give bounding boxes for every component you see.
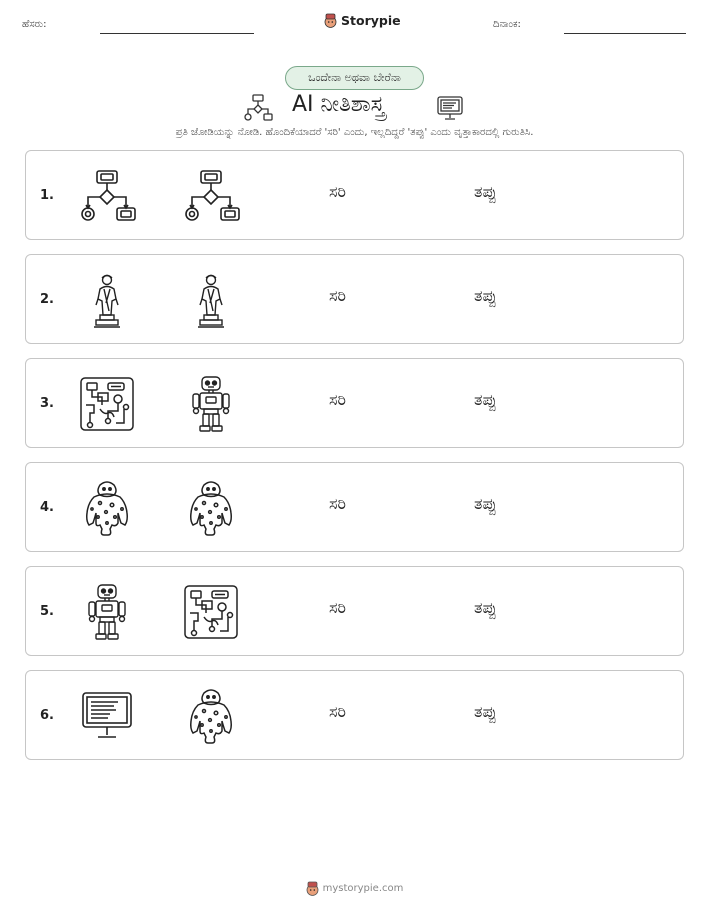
- name-line[interactable]: [100, 33, 254, 34]
- flowchart-icon: [243, 93, 273, 123]
- footer-url[interactable]: mystorypie.com: [322, 883, 404, 894]
- golem-icon: [78, 479, 136, 537]
- question-number: 2.: [40, 292, 54, 307]
- brand-name: Storypie: [341, 13, 401, 28]
- storypie-mascot-icon: [306, 881, 319, 896]
- option-wrong[interactable]: ತಪ್ಪು: [474, 390, 497, 409]
- statue-icon: [182, 271, 240, 329]
- question-row: [25, 670, 684, 760]
- brand-logo: [324, 13, 401, 28]
- robot-icon: [182, 375, 240, 433]
- footer: [0, 881, 709, 896]
- option-wrong[interactable]: ತಪ್ಪು: [474, 494, 497, 513]
- question-row: [25, 566, 684, 656]
- question-number: 3.: [40, 396, 54, 411]
- option-wrong[interactable]: ತಪ್ಪು: [474, 182, 497, 201]
- question-number: 1.: [40, 188, 54, 203]
- page-title: AI ನೀತಿಶಾಸ್ತ್ರ: [292, 92, 385, 117]
- title-row: [0, 90, 709, 124]
- circuit-board-icon: [78, 375, 136, 433]
- option-wrong[interactable]: ತಪ್ಪು: [474, 598, 497, 617]
- statue-icon: [78, 271, 136, 329]
- question-number: 4.: [40, 500, 54, 515]
- option-wrong[interactable]: ತಪ್ಪು: [474, 702, 497, 721]
- flowchart-icon: [182, 167, 240, 225]
- option-correct[interactable]: ಸರಿ: [329, 702, 346, 721]
- flowchart-icon: [78, 167, 136, 225]
- date-line[interactable]: [564, 33, 686, 34]
- storypie-mascot-icon: [324, 13, 337, 28]
- question-row: [25, 150, 684, 240]
- option-correct[interactable]: ಸರಿ: [329, 598, 346, 617]
- date-label: ದಿನಾಂಕ:: [493, 19, 521, 30]
- option-correct[interactable]: ಸರಿ: [329, 286, 346, 305]
- name-label: ಹೆಸರು:: [22, 19, 47, 30]
- question-row: [25, 462, 684, 552]
- robot-icon: [78, 583, 136, 641]
- circuit-board-icon: [182, 583, 240, 641]
- option-correct[interactable]: ಸರಿ: [329, 390, 346, 409]
- instructions: ಪ್ರತಿ ಜೋಡಿಯನ್ನು ನೋಡಿ. ಹೊಂದಿಕೆಯಾದರೆ 'ಸರಿ' ಎಂದು, ಇಲ್ಲದಿದ್ದರೆ 'ತಪ್ಪು' ಎಂದು ವೃತ್ತಾಕಾರದಲ್ಲಿ ಗುರುತಿಸಿ.: [175, 127, 534, 138]
- option-correct[interactable]: ಸರಿ: [329, 494, 346, 513]
- monitor-icon: [78, 687, 136, 745]
- question-row: [25, 254, 684, 344]
- golem-icon: [182, 479, 240, 537]
- worksheet-type-badge: ಒಂದೇನಾ ಅಥವಾ ಬೇರೆನಾ: [285, 66, 424, 90]
- question-row: [25, 358, 684, 448]
- question-number: 5.: [40, 604, 54, 619]
- question-number: 6.: [40, 708, 54, 723]
- option-correct[interactable]: ಸರಿ: [329, 182, 346, 201]
- monitor-icon: [436, 95, 464, 121]
- golem-icon: [182, 687, 240, 745]
- option-wrong[interactable]: ತಪ್ಪು: [474, 286, 497, 305]
